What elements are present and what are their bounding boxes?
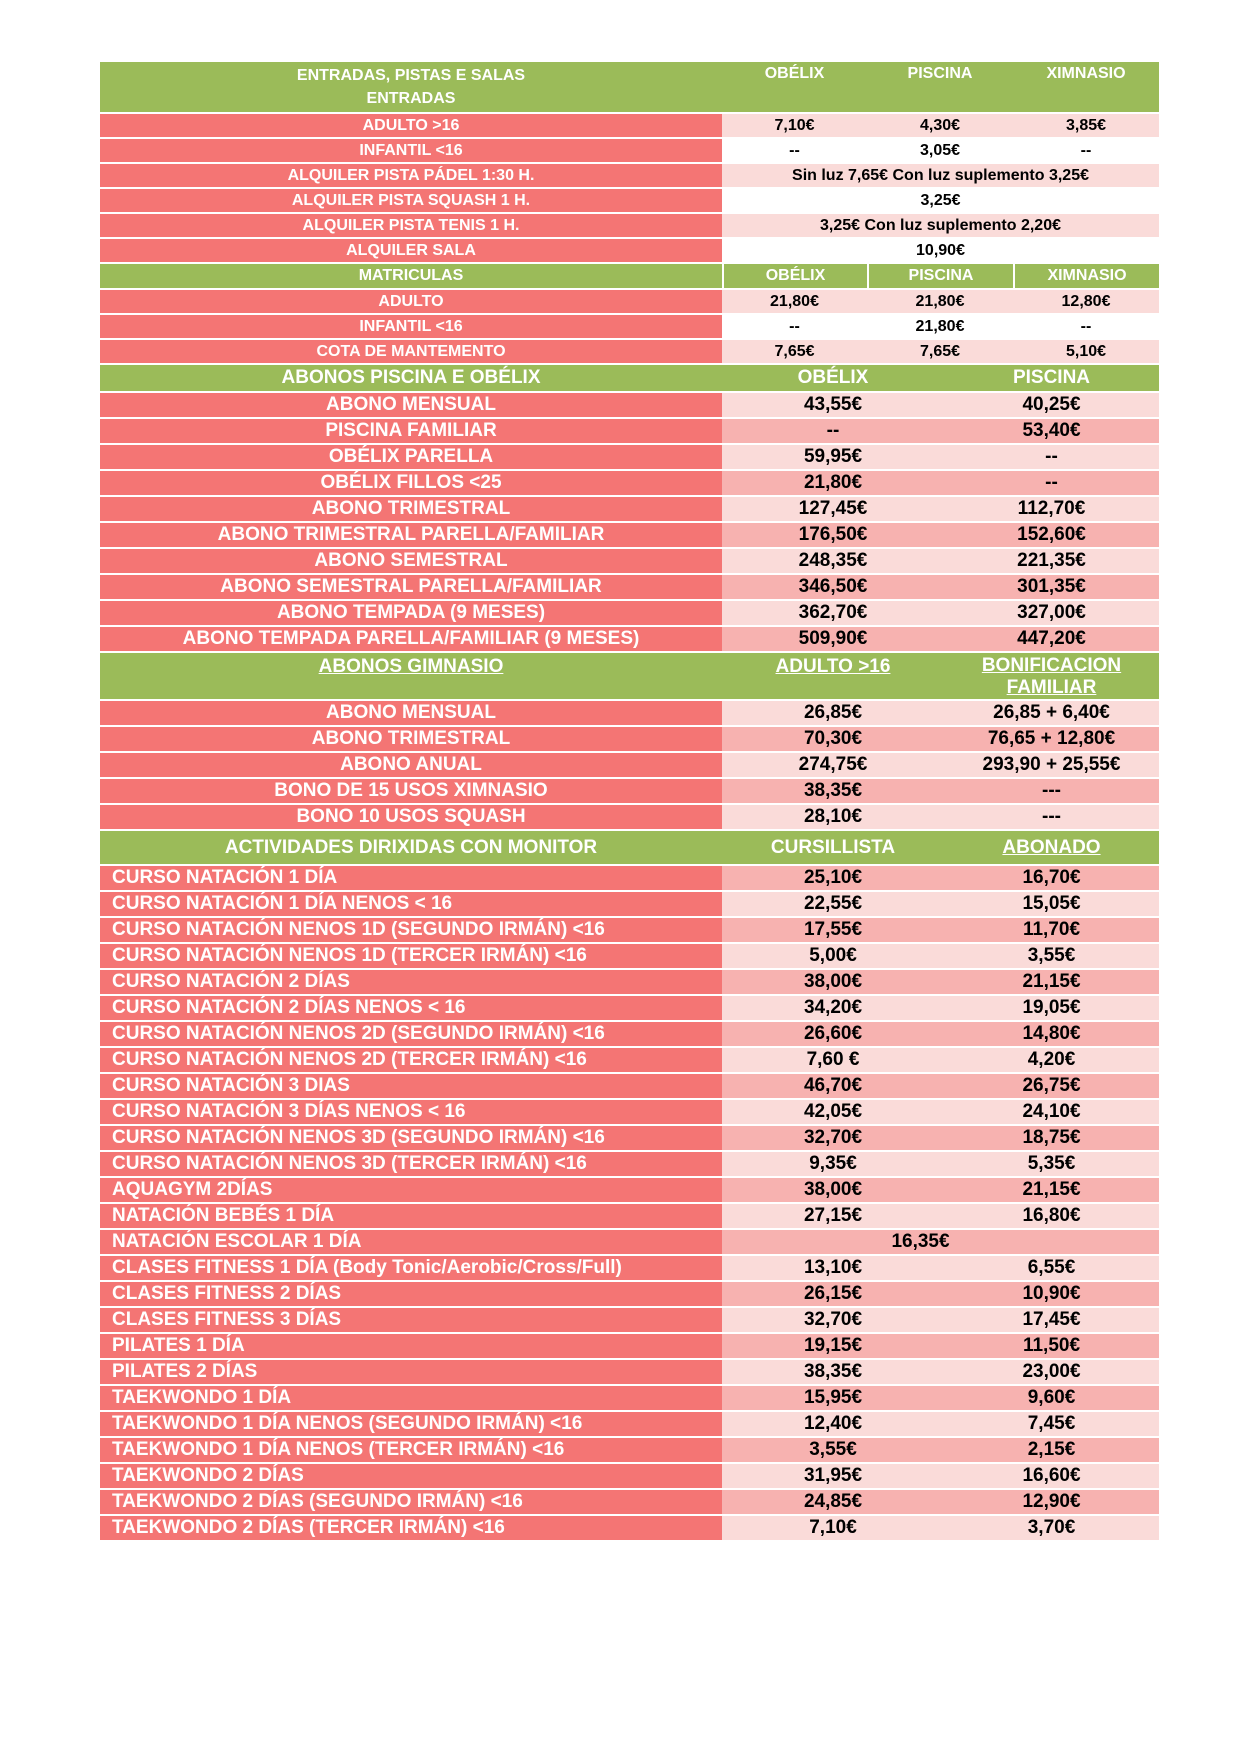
row-value-1: --	[722, 419, 944, 443]
table-row	[100, 1308, 1159, 1334]
row-value-1: 509,90€	[722, 627, 944, 651]
row-value-obelix: --	[722, 139, 867, 162]
row-value-obelix: --	[722, 315, 867, 338]
table-row	[100, 393, 1159, 419]
row-value-ximnasio: --	[1013, 315, 1159, 338]
row-value-2: 9,60€	[944, 1386, 1159, 1410]
row-value-span: Sin luz 7,65€ Con luz suplemento 3,25€	[722, 164, 1159, 187]
entradas-col-ximnasio: XIMNASIO	[1013, 62, 1159, 112]
row-value-1: 34,20€	[722, 996, 944, 1020]
row-value-1: 32,70€	[722, 1126, 944, 1150]
row-value-2: 301,35€	[944, 575, 1159, 599]
entradas-col-piscina: PISCINA	[867, 62, 1013, 112]
row-value-1: 28,10€	[722, 805, 944, 829]
row-value-1: 12,40€	[722, 1412, 944, 1436]
row-value-2: 7,45€	[944, 1412, 1159, 1436]
entradas-title	[100, 62, 722, 112]
table-row	[100, 445, 1159, 471]
row-label: INFANTIL <16	[100, 139, 722, 162]
row-label: ALQUILER PISTA PÁDEL 1:30 H.	[100, 164, 722, 187]
row-value-1: 362,70€	[722, 601, 944, 625]
row-value-1: 13,10€	[722, 1256, 944, 1280]
row-value-obelix: 7,10€	[722, 114, 867, 137]
row-label: TAEKWONDO 2 DÍAS	[100, 1464, 722, 1488]
row-label: CURSO NATACIÓN 1 DÍA NENOS < 16	[100, 892, 722, 916]
abonos-piscina-col-piscina: PISCINA	[944, 365, 1159, 391]
table-row	[100, 214, 1159, 239]
table-row	[100, 1178, 1159, 1204]
abonos-gimnasio-col-adulto: ADULTO >16	[722, 653, 944, 699]
row-label: CLASES FITNESS 3 DÍAS	[100, 1308, 722, 1332]
entradas-title-line1: ENTRADAS, PISTAS E SALAS	[296, 66, 526, 84]
row-value-1: 42,05€	[722, 1100, 944, 1124]
row-label: ALQUILER PISTA SQUASH 1 H.	[100, 189, 722, 212]
table-row	[100, 866, 1159, 892]
table-row	[100, 1282, 1159, 1308]
table-row	[100, 1334, 1159, 1360]
row-label: ABONO MENSUAL	[100, 393, 722, 417]
table-row	[100, 1204, 1159, 1230]
row-value-1: 38,00€	[722, 1178, 944, 1202]
row-label: NATACIÓN BEBÉS 1 DÍA	[100, 1204, 722, 1228]
table-row	[100, 1230, 1159, 1256]
row-label: ABONO MENSUAL	[100, 701, 722, 725]
row-value-2: 16,80€	[944, 1204, 1159, 1228]
abonos-gimnasio-title: ABONOS GIMNASIO	[100, 653, 722, 699]
row-label: OBÉLIX FILLOS <25	[100, 471, 722, 495]
table-row	[100, 315, 1159, 340]
table-row	[100, 523, 1159, 549]
table-row	[100, 419, 1159, 445]
table-row	[100, 1074, 1159, 1100]
row-value-2: 12,90€	[944, 1490, 1159, 1514]
actividades-col-abonado: ABONADO	[944, 831, 1159, 864]
row-value-1: 31,95€	[722, 1464, 944, 1488]
row-value-1: 346,50€	[722, 575, 944, 599]
table-row	[100, 139, 1159, 164]
row-value-obelix: 21,80€	[722, 290, 867, 313]
table-row	[100, 944, 1159, 970]
row-value-1: 26,85€	[722, 701, 944, 725]
table-row	[100, 918, 1159, 944]
row-value-1: 15,95€	[722, 1386, 944, 1410]
row-label: CURSO NATACIÓN NENOS 2D (TERCER IRMÁN) <16	[100, 1048, 722, 1072]
row-value-2: 15,05€	[944, 892, 1159, 916]
abonos-piscina-title: ABONOS PISCINA E OBÉLIX	[100, 365, 722, 391]
table-row	[100, 549, 1159, 575]
row-label: ABONO TRIMESTRAL PARELLA/FAMILIAR	[100, 523, 722, 547]
row-label: CURSO NATACIÓN NENOS 1D (SEGUNDO IRMÁN) <16	[100, 918, 722, 942]
row-value-1: 46,70€	[722, 1074, 944, 1098]
row-value-1: 3,55€	[722, 1438, 944, 1462]
row-value-span: 10,90€	[722, 239, 1159, 262]
row-value-2: 23,00€	[944, 1360, 1159, 1384]
row-value-piscina: 4,30€	[867, 114, 1013, 137]
row-value-2: 21,15€	[944, 1178, 1159, 1202]
row-value-2: ---	[944, 805, 1159, 829]
row-label: OBÉLIX PARELLA	[100, 445, 722, 469]
row-value-1: 176,50€	[722, 523, 944, 547]
table-row	[100, 1126, 1159, 1152]
row-value-2: 3,55€	[944, 944, 1159, 968]
table-row	[100, 892, 1159, 918]
row-value-1: 22,55€	[722, 892, 944, 916]
row-value-1: 27,15€	[722, 1204, 944, 1228]
row-label: CLASES FITNESS 1 DÍA (Body Tonic/Aerobic/Cross/Full)	[100, 1256, 722, 1280]
row-value-1: 59,95€	[722, 445, 944, 469]
abonos-gimnasio-col-bonificacion	[944, 653, 1159, 699]
row-value-1: 248,35€	[722, 549, 944, 573]
row-label: PILATES 2 DÍAS	[100, 1360, 722, 1384]
matriculas-col-obelix: OBÉLIX	[722, 264, 867, 288]
row-label: ABONO SEMESTRAL	[100, 549, 722, 573]
row-value-2: 40,25€	[944, 393, 1159, 417]
row-label: TAEKWONDO 1 DÍA	[100, 1386, 722, 1410]
row-label: NATACIÓN ESCOLAR 1 DÍA	[100, 1230, 722, 1254]
matriculas-title: MATRICULAS	[100, 264, 722, 288]
row-value-2: 53,40€	[944, 419, 1159, 443]
table-row	[100, 114, 1159, 139]
bonificacion-line1: BONIFICACION	[981, 655, 1122, 676]
row-value-2: 327,00€	[944, 601, 1159, 625]
row-label: PISCINA FAMILIAR	[100, 419, 722, 443]
table-row	[100, 1256, 1159, 1282]
row-label: CLASES FITNESS 2 DÍAS	[100, 1282, 722, 1306]
row-value-2: 17,45€	[944, 1308, 1159, 1332]
row-label: TAEKWONDO 1 DÍA NENOS (SEGUNDO IRMÁN) <16	[100, 1412, 722, 1436]
row-value-ximnasio: 12,80€	[1013, 290, 1159, 313]
row-value-2: --	[944, 445, 1159, 469]
row-label: CURSO NATACIÓN NENOS 2D (SEGUNDO IRMÁN) <16	[100, 1022, 722, 1046]
table-row	[100, 1516, 1159, 1542]
row-value-2: 5,35€	[944, 1152, 1159, 1176]
table-row	[100, 575, 1159, 601]
row-value-ximnasio: 3,85€	[1013, 114, 1159, 137]
row-value-2: 3,70€	[944, 1516, 1159, 1540]
row-value-1: 26,60€	[722, 1022, 944, 1046]
table-row	[100, 1048, 1159, 1074]
row-value-span: 3,25€ Con luz suplemento 2,20€	[722, 214, 1159, 237]
row-value-2: 11,50€	[944, 1334, 1159, 1358]
matriculas-header	[100, 264, 1159, 290]
row-label: ALQUILER SALA	[100, 239, 722, 262]
table-row	[100, 290, 1159, 315]
row-value-ximnasio: --	[1013, 139, 1159, 162]
row-label: BONO 10 USOS SQUASH	[100, 805, 722, 829]
row-value-2: 21,15€	[944, 970, 1159, 994]
row-label: ADULTO	[100, 290, 722, 313]
row-value-1: 7,60 €	[722, 1048, 944, 1072]
row-value-2: 18,75€	[944, 1126, 1159, 1150]
row-value-1: 19,15€	[722, 1334, 944, 1358]
row-value-1: 21,80€	[722, 471, 944, 495]
row-label: TAEKWONDO 2 DÍAS (TERCER IRMÁN) <16	[100, 1516, 722, 1540]
row-value-piscina: 3,05€	[867, 139, 1013, 162]
bonificacion-line2: FAMILIAR	[1006, 677, 1097, 698]
row-value-1: 70,30€	[722, 727, 944, 751]
row-value-1: 7,10€	[722, 1516, 944, 1540]
row-label: ABONO ANUAL	[100, 753, 722, 777]
table-row	[100, 727, 1159, 753]
actividades-header	[100, 831, 1159, 866]
table-row	[100, 1412, 1159, 1438]
row-value-ximnasio: 5,10€	[1013, 340, 1159, 363]
row-value-1: 38,00€	[722, 970, 944, 994]
table-row	[100, 1022, 1159, 1048]
row-value-2: 2,15€	[944, 1438, 1159, 1462]
row-value-piscina: 21,80€	[867, 315, 1013, 338]
table-row	[100, 340, 1159, 365]
row-label: CURSO NATACIÓN 2 DÍAS NENOS < 16	[100, 996, 722, 1020]
row-value-1: 274,75€	[722, 753, 944, 777]
table-row	[100, 164, 1159, 189]
row-label: ADULTO >16	[100, 114, 722, 137]
row-value-2: 19,05€	[944, 996, 1159, 1020]
table-row	[100, 239, 1159, 264]
table-row	[100, 1438, 1159, 1464]
row-label: ABONO TRIMESTRAL	[100, 727, 722, 751]
row-value-span: 3,25€	[722, 189, 1159, 212]
abonos-piscina-header	[100, 365, 1159, 393]
matriculas-col-piscina: PISCINA	[867, 264, 1013, 288]
row-value-1: 127,45€	[722, 497, 944, 521]
row-label: ABONO SEMESTRAL PARELLA/FAMILIAR	[100, 575, 722, 599]
row-value-1: 5,00€	[722, 944, 944, 968]
row-value-span: 16,35€	[722, 1230, 1159, 1254]
row-value-1: 9,35€	[722, 1152, 944, 1176]
row-value-2: 152,60€	[944, 523, 1159, 547]
row-label: ABONO TRIMESTRAL	[100, 497, 722, 521]
row-value-2: 447,20€	[944, 627, 1159, 651]
row-value-1: 38,35€	[722, 779, 944, 803]
row-label: TAEKWONDO 2 DÍAS (SEGUNDO IRMÁN) <16	[100, 1490, 722, 1514]
row-label: CURSO NATACIÓN NENOS 3D (TERCER IRMÁN) <16	[100, 1152, 722, 1176]
row-value-piscina: 21,80€	[867, 290, 1013, 313]
row-label: PILATES 1 DÍA	[100, 1334, 722, 1358]
row-label: CURSO NATACIÓN 3 DIAS	[100, 1074, 722, 1098]
row-value-2: 10,90€	[944, 1282, 1159, 1306]
row-value-1: 17,55€	[722, 918, 944, 942]
row-value-1: 38,35€	[722, 1360, 944, 1384]
table-row	[100, 1464, 1159, 1490]
table-row	[100, 1360, 1159, 1386]
row-value-2: 24,10€	[944, 1100, 1159, 1124]
row-value-2: --	[944, 471, 1159, 495]
row-label: CURSO NATACIÓN NENOS 3D (SEGUNDO IRMÁN) <16	[100, 1126, 722, 1150]
entradas-header	[100, 62, 1159, 114]
row-value-2: 4,20€	[944, 1048, 1159, 1072]
row-value-2: 293,90 + 25,55€	[944, 753, 1159, 777]
table-row	[100, 627, 1159, 653]
table-row	[100, 753, 1159, 779]
abonos-piscina-col-obelix: OBÉLIX	[722, 365, 944, 391]
price-list	[100, 62, 1159, 1542]
table-row	[100, 996, 1159, 1022]
row-value-2: 26,85 + 6,40€	[944, 701, 1159, 725]
actividades-title: ACTIVIDADES DIRIXIDAS CON MONITOR	[100, 831, 722, 864]
row-label: CURSO NATACIÓN 3 DÍAS NENOS < 16	[100, 1100, 722, 1124]
row-label: CURSO NATACIÓN NENOS 1D (TERCER IRMÁN) <16	[100, 944, 722, 968]
row-value-2: 16,70€	[944, 866, 1159, 890]
row-label: ALQUILER PISTA TENIS 1 H.	[100, 214, 722, 237]
matriculas-col-ximnasio: XIMNASIO	[1013, 264, 1159, 288]
row-label: ABONO TEMPADA PARELLA/FAMILIAR (9 MESES)	[100, 627, 722, 651]
row-label: BONO DE 15 USOS XIMNASIO	[100, 779, 722, 803]
row-value-1: 24,85€	[722, 1490, 944, 1514]
row-value-2: 6,55€	[944, 1256, 1159, 1280]
row-value-2: 112,70€	[944, 497, 1159, 521]
row-label: COTA DE MANTEMENTO	[100, 340, 722, 363]
table-row	[100, 1152, 1159, 1178]
table-row	[100, 779, 1159, 805]
entradas-col-obelix: OBÉLIX	[722, 62, 867, 112]
row-label: INFANTIL <16	[100, 315, 722, 338]
row-label: ABONO TEMPADA (9 MESES)	[100, 601, 722, 625]
row-value-2: 14,80€	[944, 1022, 1159, 1046]
row-value-1: 25,10€	[722, 866, 944, 890]
row-value-2: 221,35€	[944, 549, 1159, 573]
actividades-col-cursillista: CURSILLISTA	[722, 831, 944, 864]
row-value-1: 26,15€	[722, 1282, 944, 1306]
abonos-gimnasio-header	[100, 653, 1159, 701]
entradas-title-line2: ENTRADAS	[366, 89, 456, 107]
table-row	[100, 1490, 1159, 1516]
table-row	[100, 970, 1159, 996]
row-value-1: 43,55€	[722, 393, 944, 417]
row-label: AQUAGYM 2DÍAS	[100, 1178, 722, 1202]
row-value-2: 76,65 + 12,80€	[944, 727, 1159, 751]
row-value-2: ---	[944, 779, 1159, 803]
table-row	[100, 471, 1159, 497]
table-row	[100, 601, 1159, 627]
row-label: CURSO NATACIÓN 1 DÍA	[100, 866, 722, 890]
row-value-2: 26,75€	[944, 1074, 1159, 1098]
table-row	[100, 189, 1159, 214]
row-value-piscina: 7,65€	[867, 340, 1013, 363]
table-row	[100, 805, 1159, 831]
table-row	[100, 701, 1159, 727]
table-row	[100, 1100, 1159, 1126]
table-row	[100, 497, 1159, 523]
row-label: TAEKWONDO 1 DÍA NENOS (TERCER IRMÁN) <16	[100, 1438, 722, 1462]
row-value-1: 32,70€	[722, 1308, 944, 1332]
row-value-2: 16,60€	[944, 1464, 1159, 1488]
table-row	[100, 1386, 1159, 1412]
row-label: CURSO NATACIÓN 2 DÍAS	[100, 970, 722, 994]
row-value-2: 11,70€	[944, 918, 1159, 942]
row-value-obelix: 7,65€	[722, 340, 867, 363]
